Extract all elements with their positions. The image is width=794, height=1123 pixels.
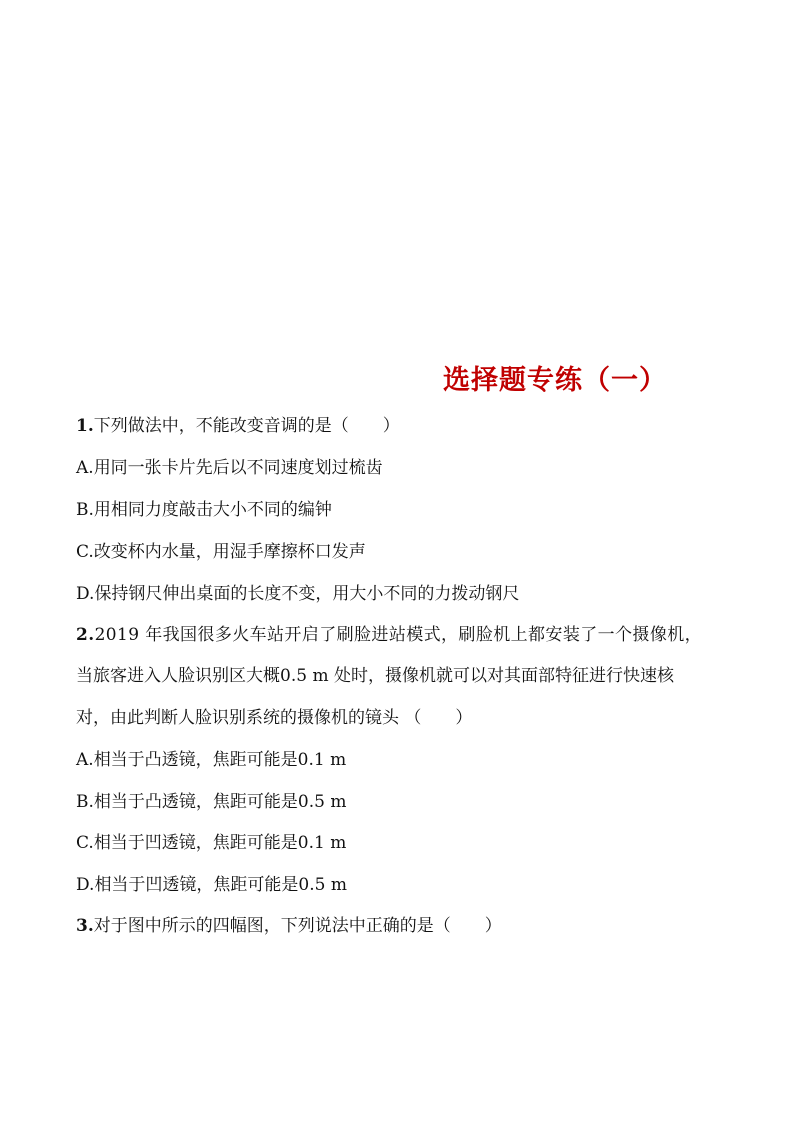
option-text: 用同一张卡片先后以不同速度划过梳齿 [93,458,383,478]
question-2-stem-line-3: 对，由此判断人脸识别系统的摄像机的镜头 （ ） [76,708,473,728]
option-text: 相当于凹透镜，焦距可能是0.1 m [93,833,347,853]
question-number: 3. [76,916,94,936]
option-letter: D. [76,875,95,895]
question-1-option-c [76,540,366,564]
option-letter: C. [76,833,94,853]
option-text: 相当于凹透镜，焦距可能是0.5 m [94,875,347,895]
option-text: 保持钢尺伸出桌面的长度不变，用大小不同的力拨动钢尺 [94,584,520,604]
page-title: 选择题专练（一） [443,365,667,396]
question-2-option-c [76,831,346,855]
question-text: 下列做法中，不能改变音调的是（ ） [93,416,400,436]
question-1-option-b [76,498,332,522]
question-text: 2019 年我国很多火车站开启了刷脸进站模式，刷脸机上都安装了一个摄像机， [94,625,703,645]
option-letter: A. [76,458,94,478]
option-letter: B. [76,792,94,812]
question-2-stem-line-2: 当旅客进入人脸识别区大概0.5 m 处时，摄像机就可以对其面部特征进行快速核 [76,666,674,686]
option-letter: C. [76,542,94,562]
question-2-option-d [76,873,347,897]
option-text: 改变杯内水量，用湿手摩擦杯口发声 [93,542,366,562]
question-2-stem-line-1 [76,623,702,647]
question-2-option-a [76,748,346,772]
question-3-stem [76,914,502,938]
question-2-option-b [76,790,346,814]
question-number: 1. [76,416,94,436]
question-1-option-a [76,456,383,480]
option-letter: D. [76,584,95,604]
option-text: 用相同力度敲击大小不同的编钟 [93,500,332,520]
option-letter: B. [76,500,94,520]
question-number: 2. [76,625,95,645]
option-text: 相当于凸透镜，焦距可能是0.1 m [93,750,347,770]
question-1-stem [76,414,400,438]
option-text: 相当于凸透镜，焦距可能是0.5 m [93,792,347,812]
question-1-option-d [76,582,519,606]
question-text: 对于图中所示的四幅图，下列说法中正确的是（ ） [93,916,502,936]
option-letter: A. [76,750,94,770]
